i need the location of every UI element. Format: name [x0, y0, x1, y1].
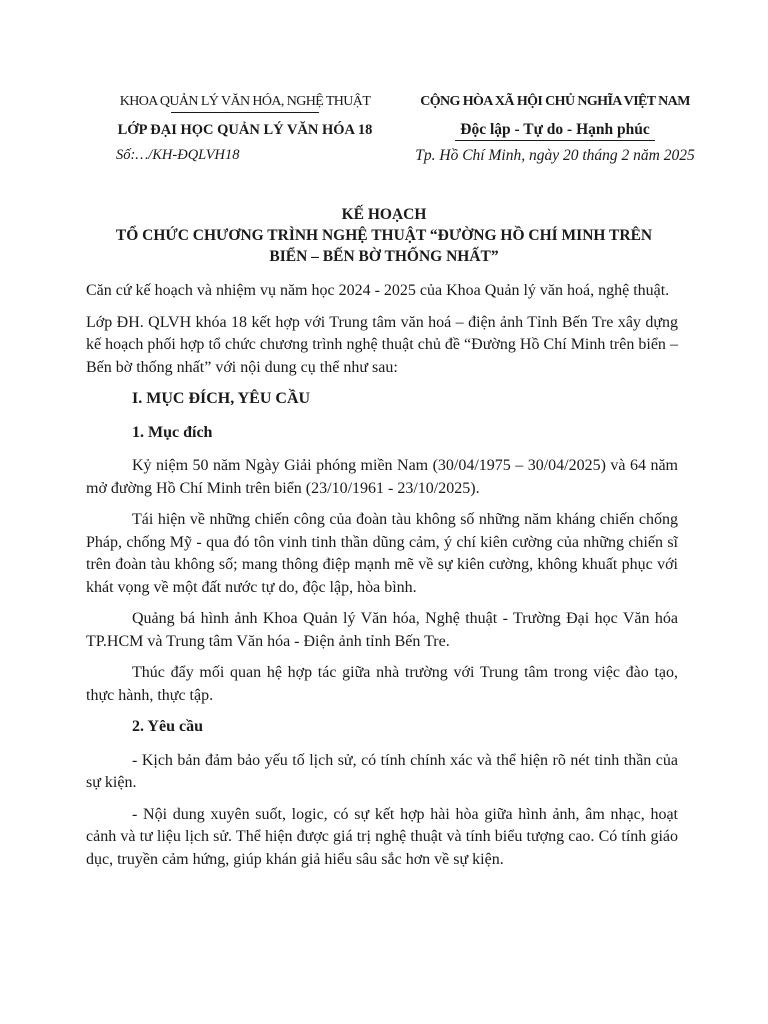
national-motto: Độc lập - Tự do - Hạnh phúc — [460, 121, 650, 138]
place-date: Tp. Hồ Chí Minh, ngày 20 tháng 2 năm 2025 — [415, 147, 695, 164]
section-heading-1: I. MỤC ĐÍCH, YÊU CẦU — [132, 390, 311, 407]
requirement-paragraph-1: - Kịch bản đảm bảo yếu tố lịch sử, có tính chính xác và thể hiện rõ nét tinh thần của sự kiện. — [86, 751, 678, 791]
intro-paragraph-2: Lớp ĐH. QLVH khóa 18 kết hợp với Trung tâm văn hoá – điện ảnh Tỉnh Bến Tre xây dựng kế hoạch phối hợp tổ chức chương trình nghệ thuật chủ đề “Đường Hồ Chí Minh trên biển – Bến bờ thống nhất” với nội dung cụ thể như sau: — [86, 313, 678, 376]
title-line-2: TỔ CHỨC CHƯƠNG TRÌNH NGHỆ THUẬT “ĐƯỜNG HỒ CHÍ MINH TRÊN — [115, 227, 653, 244]
header-left — [100, 92, 390, 165]
subsection-heading-purpose: 1. Mục đích — [132, 423, 213, 441]
document-title — [86, 204, 682, 267]
faculty-underline — [171, 112, 319, 113]
subsection-heading-requirements: 2. Yêu cầu — [132, 718, 203, 735]
document-number: Số:…/KH-ĐQLVH18 — [116, 147, 240, 163]
purpose-paragraph-2: Tái hiện về những chiến công của đoàn tàu không số những năm kháng chiến chống Pháp, chống Mỹ - qua đó tôn vinh tinh thần dũng cảm, ý chí kiên cường của những chiến sĩ trên đoàn tàu không số; mang thông điệp mạnh mẽ về sự kiên cường, không khuất phục với khát vọng về một đất nước tự do, độc lập, hòa bình. — [86, 511, 678, 596]
class-name: LỚP ĐẠI HỌC QUẢN LÝ VĂN HÓA 18 — [117, 122, 373, 138]
motto-underline — [455, 140, 655, 141]
intro-paragraph-1: Căn cứ kế hoạch và nhiệm vụ năm học 2024 - 2025 của Khoa Quản lý văn hoá, nghệ thuật. — [86, 282, 670, 299]
purpose-paragraph-4: Thúc đẩy mối quan hệ hợp tác giữa nhà trường với Trung tâm trong việc đào tạo, thực hành, thực tập. — [86, 664, 678, 704]
faculty-name: KHOA QUẢN LÝ VĂN HÓA, NGHỆ THUẬT — [119, 94, 371, 109]
document-body — [86, 280, 678, 880]
purpose-paragraph-1: Kỷ niệm 50 năm Ngày Giải phóng miền Nam (30/04/1975 – 30/04/2025) và 64 năm mở đường Hồ Chí Minh trên biển (23/10/1961 - 23/10/2025). — [86, 457, 678, 497]
header-right — [400, 92, 710, 166]
title-line-3: BIỂN – BẾN BỜ THỐNG NHẤT” — [269, 248, 499, 265]
national-name: CỘNG HÒA XÃ HỘI CHỦ NGHĨA VIỆT NAM — [420, 94, 690, 109]
purpose-paragraph-3: Quảng bá hình ảnh Khoa Quản lý Văn hóa, Nghệ thuật - Trường Đại học Văn hóa TP.HCM và Trung tâm Văn hóa - Điện ảnh tỉnh Bến Tre. — [86, 610, 678, 650]
requirement-paragraph-2: - Nội dung xuyên suốt, logic, có sự kết hợp hài hòa giữa hình ảnh, âm nhạc, hoạt cảnh và tư liệu lịch sử. Thể hiện được giá trị nghệ thuật và tính biểu tượng cao. Có tính giáo dục, truyền cảm hứng, giúp khán giả hiểu sâu sắc hơn về sự kiện. — [86, 805, 678, 868]
title-line-1: KẾ HOẠCH — [341, 206, 427, 223]
